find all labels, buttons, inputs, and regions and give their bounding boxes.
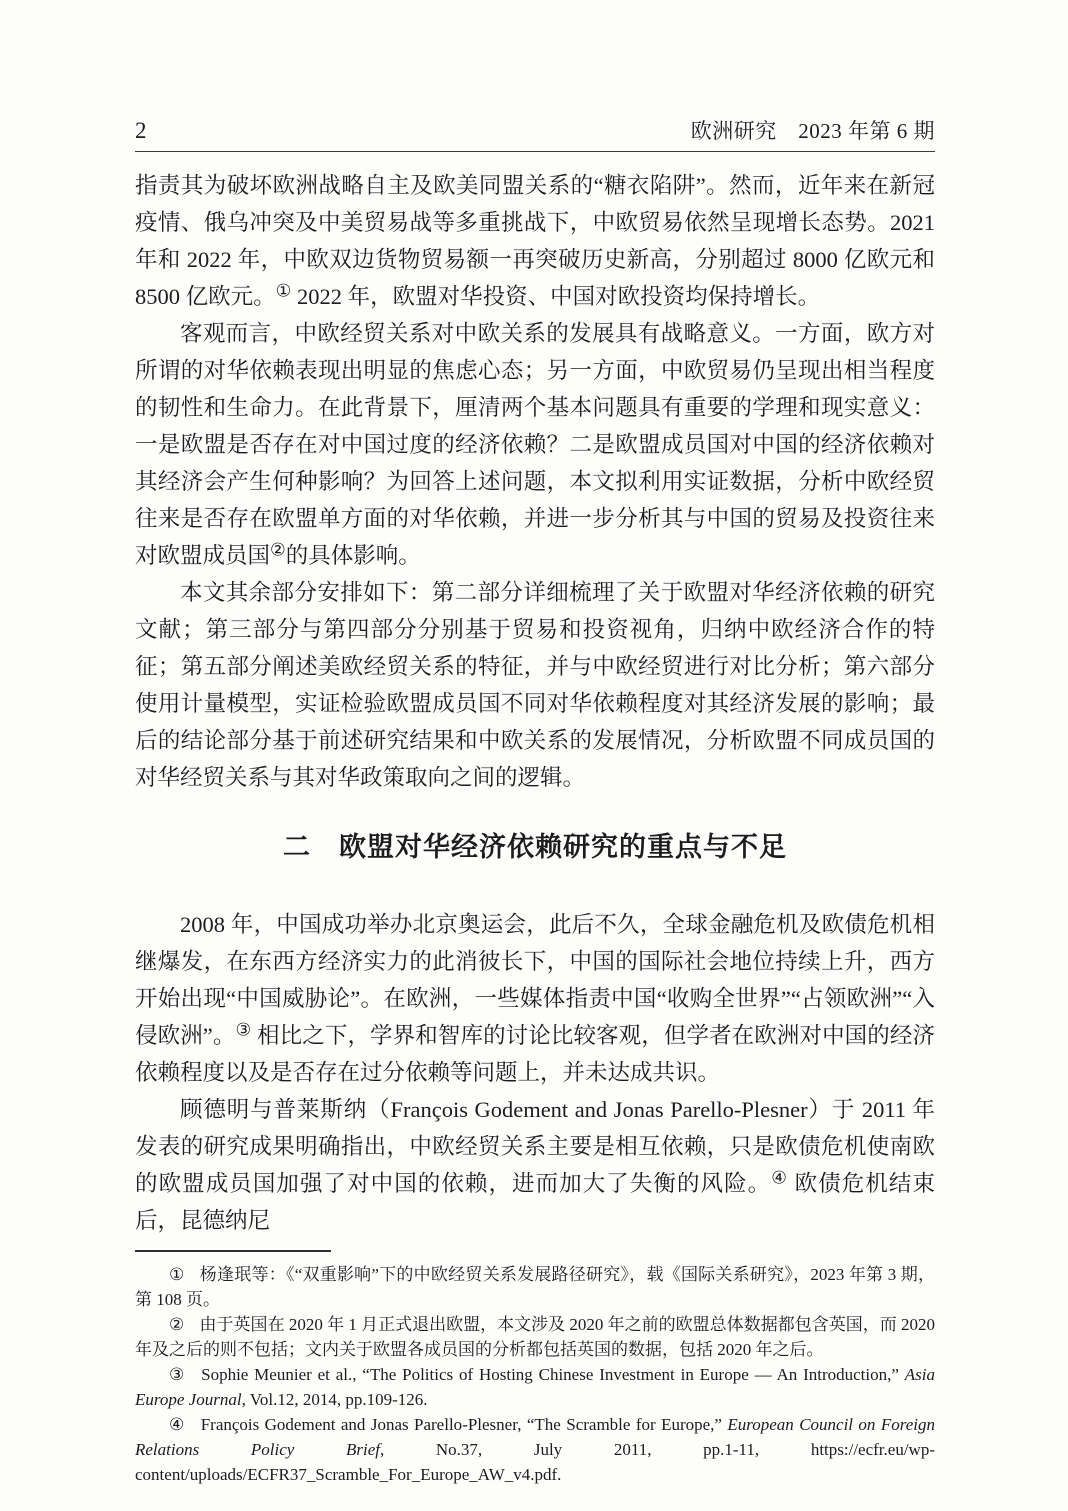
footnote-marker: ④ [169,1415,186,1434]
section-heading: 二 欧盟对华经济依赖研究的重点与不足 [283,832,787,862]
footnote-marker: ① [169,1265,185,1284]
footnotes [135,1262,935,1487]
footnote-marker: ② [169,1315,185,1334]
running-header [135,118,935,144]
footnote-separator [135,1250,331,1252]
footnote-item [135,1312,935,1362]
body-paragraph: 本文其余部分安排如下：第二部分详细梳理了关于欧盟对华经济依赖的研究文献；第三部分与第四部分分别基于贸易和投资视角，归纳中欧经济合作的特征；第五部分阐述美欧经贸关系的特征，并与中欧经贸进行对比分析；第六部分使用计量模型，实证检验欧盟成员国不同对华依赖程度对其经济发展的影响；最后的结论部分基于前述研究结果和中欧关系的发展情况，分析欧盟不同成员国的对华经贸关系与其对华政策取向之间的逻辑。 [135,580,935,790]
footnote-text: Sophie Meunier et al., “The Politics of Hosting Chinese Investment in Europe — An Introduction,” Asia Europe Journal, Vol.12, 2014, pp.109-126. [135,1365,935,1409]
article-body [135,167,935,1239]
body-paragraph: 2008 年，中国成功举办北京奥运会，此后不久，全球金融危机及欧债危机相继爆发，在东西方经济实力的此消彼长下，中国的国际社会地位持续上升，西方开始出现“中国威胁论”。在欧洲，一些媒体指责中国“收购全世界”“占领欧洲”“入侵欧洲”。③ 相比之下，学界和智库的讨论比较客观，但学者在欧洲对中国的经济依赖程度以及是否存在过分依赖等问题上，并未达成共识。 [135,912,935,1085]
footnote-text: 由于英国在 2020 年 1 月正式退出欧盟，本文涉及 2020 年之前的欧盟总体数据都包含英国，而 2020 年及之后的则不包括；文内关于欧盟各成员国的分析都包括英国的数据，包括 2020 年之后。 [135,1315,935,1359]
footnote-item [135,1362,935,1412]
header-rule [135,151,935,152]
footnote-marker: ③ [169,1365,186,1384]
journal-issue-title: 欧洲研究 2023 年第 6 期 [690,119,935,143]
body-paragraph: 顾德明与普莱斯纳（François Godement and Jonas Parello-Plesner）于 2011 年发表的研究成果明确指出，中欧经贸关系主要是相互依赖，只是欧债危机使南欧的欧盟成员国加强了对中国的依赖，进而加大了失衡的风险。④ 欧债危机结束后，昆德纳尼 [135,1097,935,1233]
footnote-text: François Godement and Jonas Parello-Plesner, “The Scramble for Europe,” European Council on Foreign Relations Policy Brief, No.37, July 2011, pp.1-11, https://ecfr.eu/wp-content/uploads/ECFR37_Scramble_For_Europe_AW_v4.pdf. [135,1415,935,1484]
footnote-item [135,1262,935,1312]
body-paragraph: 客观而言，中欧经贸关系对中欧关系的发展具有战略意义。一方面，欧方对所谓的对华依赖表现出明显的焦虑心态；另一方面，中欧贸易仍呈现出相当程度的韧性和生命力。在此背景下，厘清两个基本问题具有重要的学理和现实意义：一是欧盟是否存在对中国过度的经济依赖？二是欧盟成员国对中国的经济依赖对其经济会产生何种影响？为回答上述问题，本文拟利用实证数据，分析中欧经贸往来是否存在欧盟单方面的对华依赖，并进一步分析其与中国的贸易及投资往来对欧盟成员国②的具体影响。 [135,321,935,568]
body-paragraph: 指责其为破坏欧洲战略自主及欧美同盟关系的“糖衣陷阱”。然而，近年来在新冠疫情、俄乌冲突及中美贸易战等多重挑战下，中欧贸易依然呈现增长态势。2021 年和 2022 年，中欧双边货物贸易额一再突破历史新高，分别超过 8000 亿欧元和 8500 亿欧元。① 2022 年，欧盟对华投资、中国对欧投资均保持增长。 [135,173,935,309]
page-number: 2 [135,118,147,143]
footnote-item [135,1412,935,1487]
footnote-text: 杨逢珉等：《“双重影响”下的中欧经贸关系发展路径研究》，载《国际关系研究》，2023 年第 3 期，第 108 页。 [135,1265,935,1309]
